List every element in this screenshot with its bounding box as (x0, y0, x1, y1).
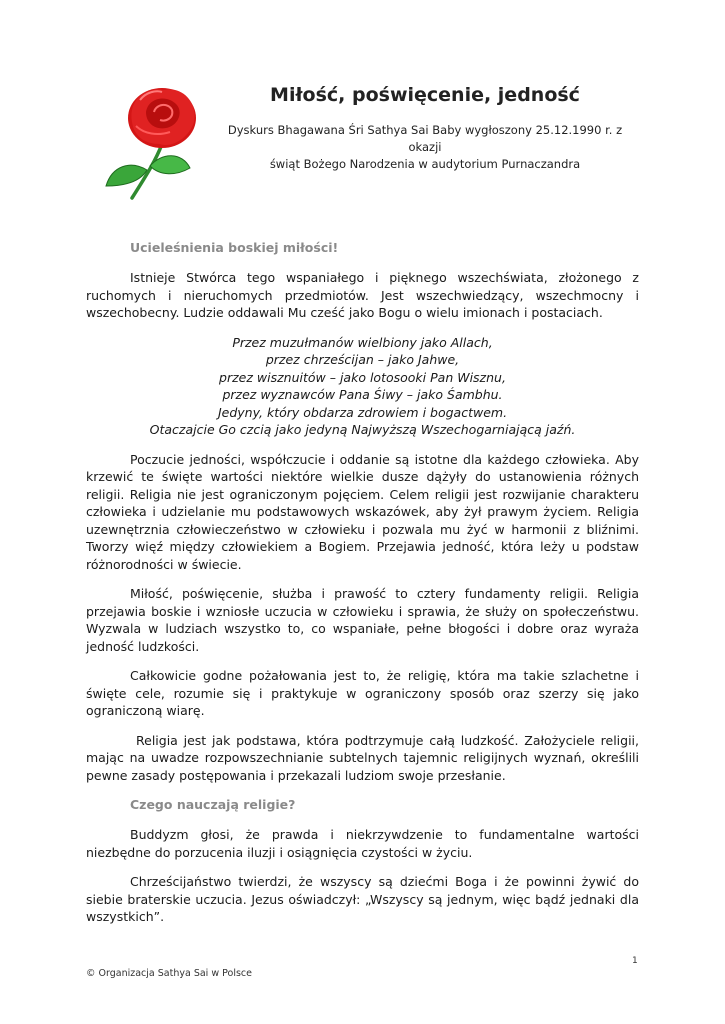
paragraph-3: Miłość, poświęcenie, służba i prawość to cztery fundamenty religii. Religia przejawia boskie i wzniosłe uczucia w człowieku i sprawia, że służy on społeczeństwu. Wyzwala w ludziach wszystko to, co wspaniałe, pełne błogości i dobre oraz wyraża jedność ludzkości. (86, 586, 639, 654)
paragraph-7: Chrześcijaństwo twierdzi, że wszyscy są dziećmi Boga i że powinni żywić do siebie braterskie uczucia. Jezus oświadczył: „Wszyscy są jednym, więc bądź jednaki dla wszystkich”. (86, 874, 639, 924)
poem-line: Otaczajcie Go czcią jako jedyną Najwyższą Wszechogarniającą jaźń. (149, 422, 576, 437)
footer-copyright: © Organizacja Sathya Sai w Polsce (86, 968, 252, 979)
page-number: 1 (632, 956, 638, 966)
paragraph-4: Całkowicie godne pożałowania jest to, że religię, która ma takie szlachetne i święte cele, rozumie się i praktykuje w ograniczony sposób oraz szerzy się jako ograniczoną wiarę. (86, 668, 639, 718)
document-body (86, 239, 639, 938)
paragraph-5: Religia jest jak podstawa, która podtrzymuje całą ludzkość. Założyciele religii, mając na uwadze rozpowszechnianie subtelnych tajemnic religijnych wyznań, określili pewne zasady postępowania i przekazali ludziom swoje przesłanie. (86, 732, 639, 783)
poem-line: Jedyny, który obdarza zdrowiem i bogactwem. (217, 404, 508, 420)
subtitle-line-1: Dyskurs Bhagawana Śri Sathya Sai Baby wygłoszony 25.12.1990 r. z okazji (227, 123, 623, 154)
poem-line: Przez muzułmanów wielbiony jako Allach, (232, 334, 493, 350)
section-heading-2: Czego nauczają religie? (130, 797, 296, 812)
subtitle (215, 122, 635, 173)
paragraph-6: Buddyzm głosi, że prawda i niekrzywdzenie to fundamentalne wartości niezbędne do porzucenia iluzji i osiągnięcia czystości w życiu. (86, 827, 639, 860)
poem-line: przez wyznawców Pana Śiwy – jako Śambhu. (222, 387, 503, 402)
poem (86, 334, 639, 439)
subtitle-line-2: świąt Bożego Narodzenia w audytorium Purnaczandra (269, 157, 581, 171)
rose-icon (100, 82, 210, 204)
page-title: Miłość, poświęcenie, jedność (270, 84, 580, 106)
poem-line: przez chrześcijan – jako Jahwe, (265, 352, 460, 367)
section-heading-1: Ucieleśnienia boskiej miłości! (130, 240, 339, 255)
poem-line: przez wisznuitów – jako lotosooki Pan Wisznu, (219, 369, 506, 385)
paragraph-2: Poczucie jedności, współczucie i oddanie są istotne dla każdego człowieka. Aby krzewić te święte wartości niektóre wielkie dusze dążyły do ustanowienia różnych religii. Religia nie jest ograniczonym pojęciem. Celem religii jest rozwijanie charakteru człowieka i udzielanie mu podstawowych wskazówek, aby żył prawym życiem. Religia uzewnętrznia człowieczeństwo w człowieku i pozwala mu żyć w harmonii z bliźnimi. Tworzy więź między człowiekiem a Bogiem. Przejawia jedność, która leży u podstaw różnorodności w świecie. (86, 451, 639, 572)
paragraph-1: Istnieje Stwórca tego wspaniałego i pięknego wszechświata, złożonego z ruchomych i nieruchomych przedmiotów. Jest wszechwiedzący, wszechmocny i wszechobecny. Ludzie oddawali Mu cześć jako Bogu o wielu imionach i postaciach. (86, 270, 639, 320)
